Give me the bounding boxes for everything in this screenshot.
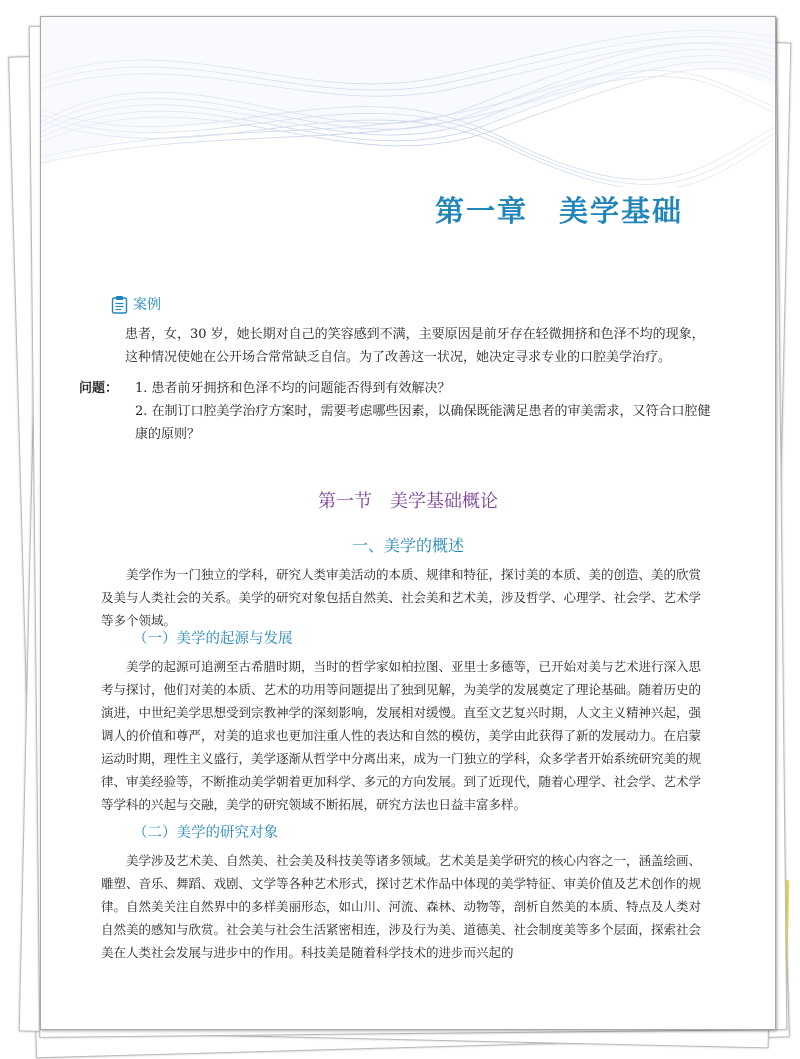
part2-heading: （二）美学的研究对象 [133, 825, 278, 841]
part2-paragraph: 美学涉及艺术美、自然美、社会美及科技美等诸多领域。艺术美是美学研究的核心内容之一，涵盖绘画、雕塑、音乐、舞蹈、戏剧、文学等各种艺术形式，探讨艺术作品中体现的美学特征、审美价值及艺术创作的规律。自然美关注自然界中的多样美丽形态，如山川、河流、森林、动物等，剖析自然美的本质、特点及人类对自然美的感知与欣赏。社会美与社会生活紧密相连，涉及行为美、道德美、社会制度美等多个层面，探索社会美在人类社会发展与进步中的作用。科技美是随着科学技术的进步而兴起的 [101, 853, 702, 960]
case-description: 患者，女，30 岁，她长期对自己的笑容感到不满，主要原因是前牙存在轻微拥挤和色泽不均的现象，这种情况使她在公开场合常常缺乏自信。为了改善这一状况，她决定寻求专业的口腔美学治疗。 [125, 327, 705, 365]
questions-lead: 问题： [79, 381, 119, 396]
header-wave-decoration [41, 17, 775, 187]
question-row [79, 400, 719, 446]
document-page [40, 16, 776, 1030]
part1-paragraph: 美学的起源可追溯至古希腊时期，当时的哲学家如柏拉图、亚里士多德等，已开始对美与艺术进行深入思考与探讨，他们对美的本质、艺术的功用等问题提出了独到见解，为美学的发展奠定了理论基础。随着历史的演进，中世纪美学思想受到宗教神学的深刻影响，发展相对缓慢。直至文艺复兴时期，人文主义精神兴起，强调人的价值和尊严，对美的追求也更加注重人性的表达和自然的模仿，美学由此获得了新的发展动力。在启蒙运动时期，理性主义盛行，美学逐渐从哲学中分离出来，成为一门独立的学科，众多学者开始系统研究美的规律、审美经验等，不断推动美学朝着更加科学、多元的方向发展。到了近现代，随着心理学、社会学、艺术学等学科的兴起与交融，美学的研究领域不断拓展，研究方法也日益丰富多样。 [101, 659, 702, 812]
case-header [111, 294, 161, 314]
subsection-title: 一、美学的概述 [351, 536, 464, 555]
case-label: 案例 [133, 297, 161, 313]
part1-heading: （一）美学的起源与发展 [133, 631, 293, 647]
chapter-title: 第一章 美学基础 [434, 194, 683, 228]
question-2: 2. 在制订口腔美学治疗方案时，需要考虑哪些因素，以确保既能满足患者的审美需求，又符合口腔健康的原则？ [135, 404, 711, 442]
clipboard-icon [111, 295, 128, 314]
case-questions [79, 377, 719, 446]
section-title: 第一节 美学基础概论 [318, 491, 498, 512]
question-row [79, 377, 719, 400]
question-1: 1. 患者前牙拥挤和色泽不均的问题能否得到有效解决？ [135, 381, 451, 396]
intro-paragraph: 美学作为一门独立的学科，研究人类审美活动的本质、规律和特征，探讨美的本质、美的创造、美的欣赏及美与人类社会的关系。美学的研究对象包括自然美、社会美和艺术美，涉及哲学、心理学、社会学、艺术学等多个领域。 [101, 567, 702, 628]
